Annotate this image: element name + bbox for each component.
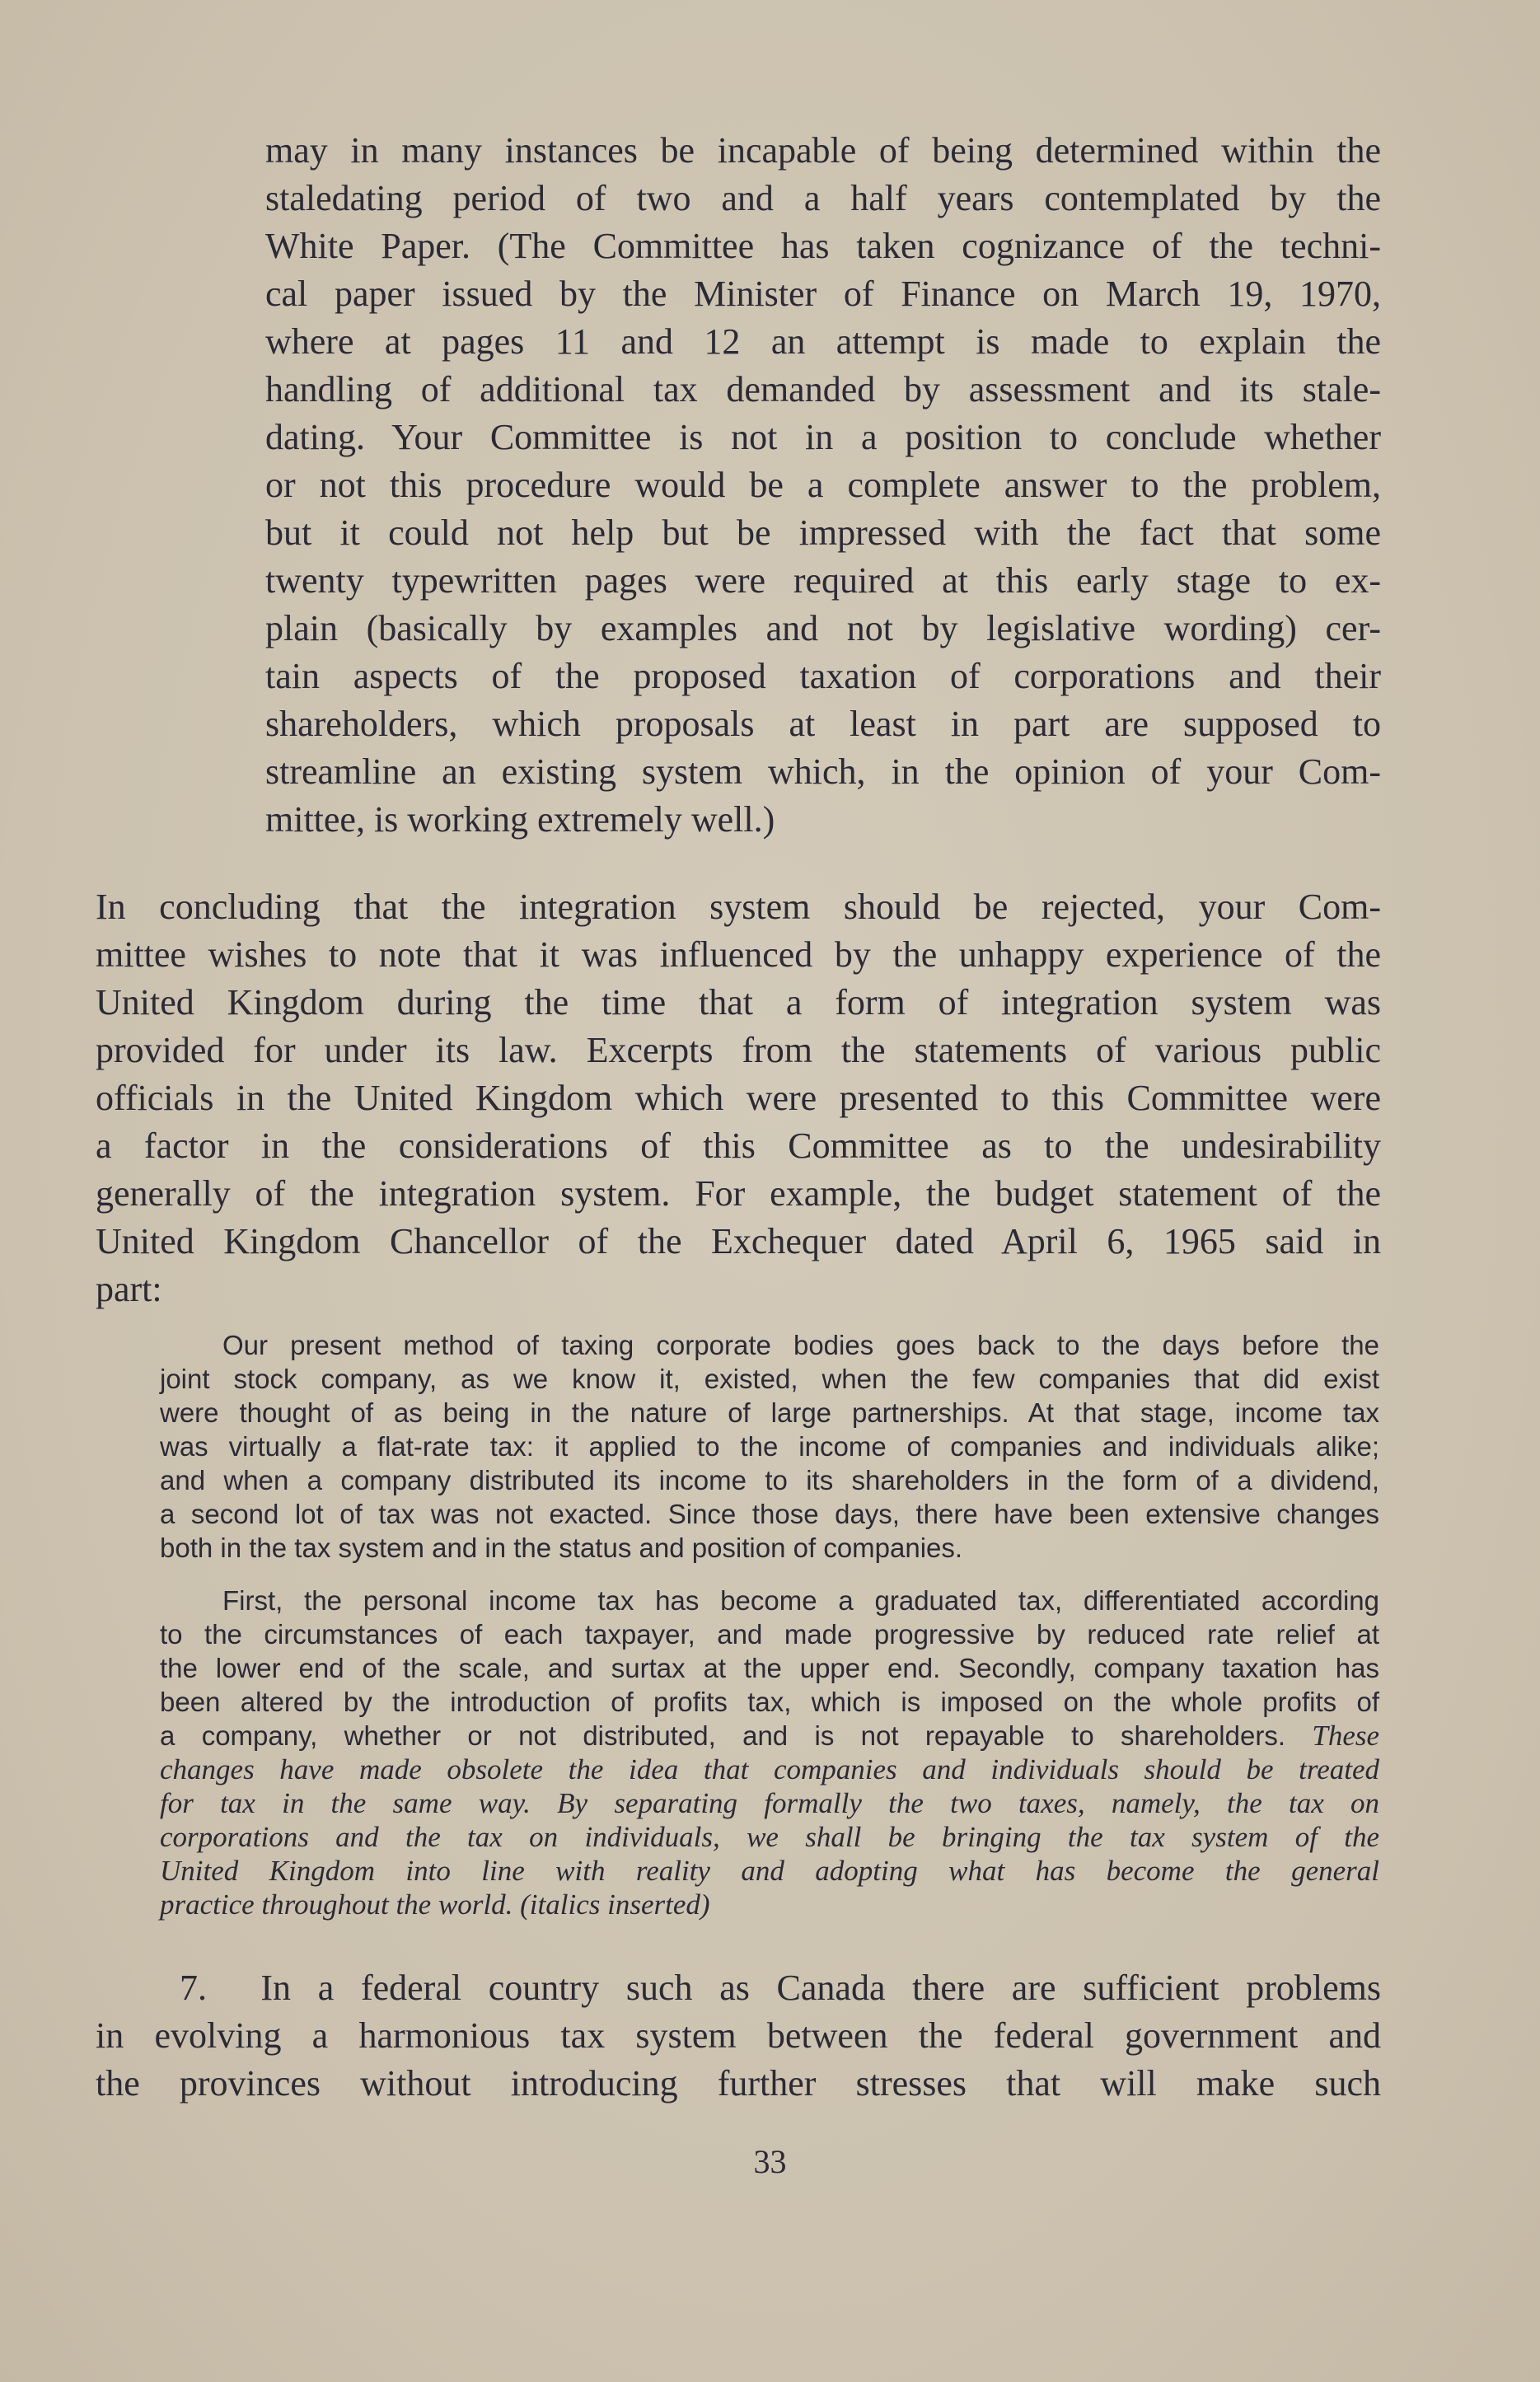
text-line: or not this procedure would be a complete answer to the problem, [265, 465, 1381, 505]
quote-line-italic: changes have made obsolete the idea that companies and individuals should be treated [160, 1753, 1379, 1785]
text-line: mittee, is working extremely well.) [265, 799, 775, 840]
quote-line: First, the personal income tax has become a graduated tax, differentiated according [222, 1585, 1379, 1616]
text-line: White Paper. (The Committee has taken cognizance of the techni- [265, 226, 1381, 266]
quote-line: to the circumstances of each taxpayer, and made progressive by reduced rate relief at [160, 1619, 1379, 1650]
text-line: a factor in the considerations of this Committee as to the undesirability [96, 1125, 1381, 1166]
quote-line-italic: for tax in the same way. By separating formally the two taxes, namely, the tax on [160, 1787, 1379, 1819]
quote-line-italic: practice throughout the world. (italics inserted) [160, 1888, 710, 1921]
paragraph-text: In a federal country such as Canada there are sufficient problems [260, 1968, 1382, 2008]
text-line: shareholders, which proposals at least in part are supposed to [265, 704, 1381, 744]
text-line: In concluding that the integration system should be rejected, your Com- [96, 887, 1381, 927]
quote-line: Our present method of taxing corporate bodies goes back to the days before the [222, 1330, 1379, 1360]
text-line: cal paper issued by the Minister of Finance on March 19, 1970, [265, 274, 1381, 314]
quote-line [160, 1719, 1379, 1753]
page-number: 33 [753, 2143, 787, 2180]
text-line: staledating period of two and a half years contemplated by the [265, 178, 1381, 218]
text-line: the provinces without introducing further stresses that will make such [96, 2063, 1381, 2104]
text-line: tain aspects of the proposed taxation of corporations and their [265, 656, 1381, 696]
quote-line-italic: United Kingdom into line with reality and adopting what has become the general [160, 1855, 1379, 1887]
italic-text: These [1312, 1720, 1380, 1752]
text-line: dating. Your Committee is not in a position to conclude whether [265, 417, 1381, 457]
quote-line-italic: corporations and the tax on individuals, we shall be bringing the tax system of the [160, 1821, 1379, 1853]
text-line: streamline an existing system which, in the opinion of your Com- [265, 751, 1381, 792]
quote-line: joint stock company, as we know it, existed, when the few companies that did exist [160, 1364, 1379, 1394]
text-line: mittee wishes to note that it was influenced by the unhappy experience of the [96, 934, 1381, 975]
text-line: officials in the United Kingdom which were presented to this Committee were [96, 1078, 1381, 1118]
text-line: handling of additional tax demanded by assessment and its stale- [265, 369, 1381, 409]
text-line: United Kingdom Chancellor of the Exchequer dated April 6, 1965 said in [96, 1221, 1381, 1261]
text-line: part: [96, 1269, 162, 1309]
quote-line: were thought of as being in the nature of large partnerships. At that stage, income tax [160, 1397, 1379, 1428]
quote-line: a second lot of tax was not exacted. Since those days, there have been extensive changes [160, 1499, 1379, 1529]
quote-line: and when a company distributed its income to its shareholders in the form of a dividend, [160, 1465, 1379, 1495]
quote-line: both in the tax system and in the status and position of companies. [160, 1533, 963, 1563]
text-line: where at pages 11 and 12 an attempt is made to explain the [265, 321, 1381, 362]
text-line: United Kingdom during the time that a form of integration system was [96, 982, 1381, 1023]
text-line: but it could not help but be impressed with the fact that some [265, 512, 1381, 553]
quote-line: been altered by the introduction of profits tax, which is imposed on the whole profits of [160, 1687, 1379, 1717]
paragraph-number: 7. [180, 1968, 207, 2008]
quote-text: a company, whether or not distributed, and is not repayable to shareholders. [160, 1720, 1285, 1751]
text-line: twenty typewritten pages were required at this early stage to ex- [265, 560, 1381, 601]
quote-line: was virtually a flat-rate tax: it applied to the income of companies and individuals alike; [160, 1431, 1379, 1462]
text-line: provided for under its law. Excerpts from the statements of various public [96, 1030, 1381, 1070]
text-line: may in many instances be incapable of being determined within the [265, 130, 1381, 171]
text-line: generally of the integration system. For example, the budget statement of the [96, 1173, 1381, 1214]
text-line: plain (basically by examples and not by legislative wording) cer- [265, 608, 1381, 648]
quote-line: the lower end of the scale, and surtax at the upper end. Secondly, company taxation has [160, 1653, 1379, 1683]
text-line: in evolving a harmonious tax system between the federal government and [96, 2015, 1381, 2056]
text-line [180, 1964, 1381, 2012]
